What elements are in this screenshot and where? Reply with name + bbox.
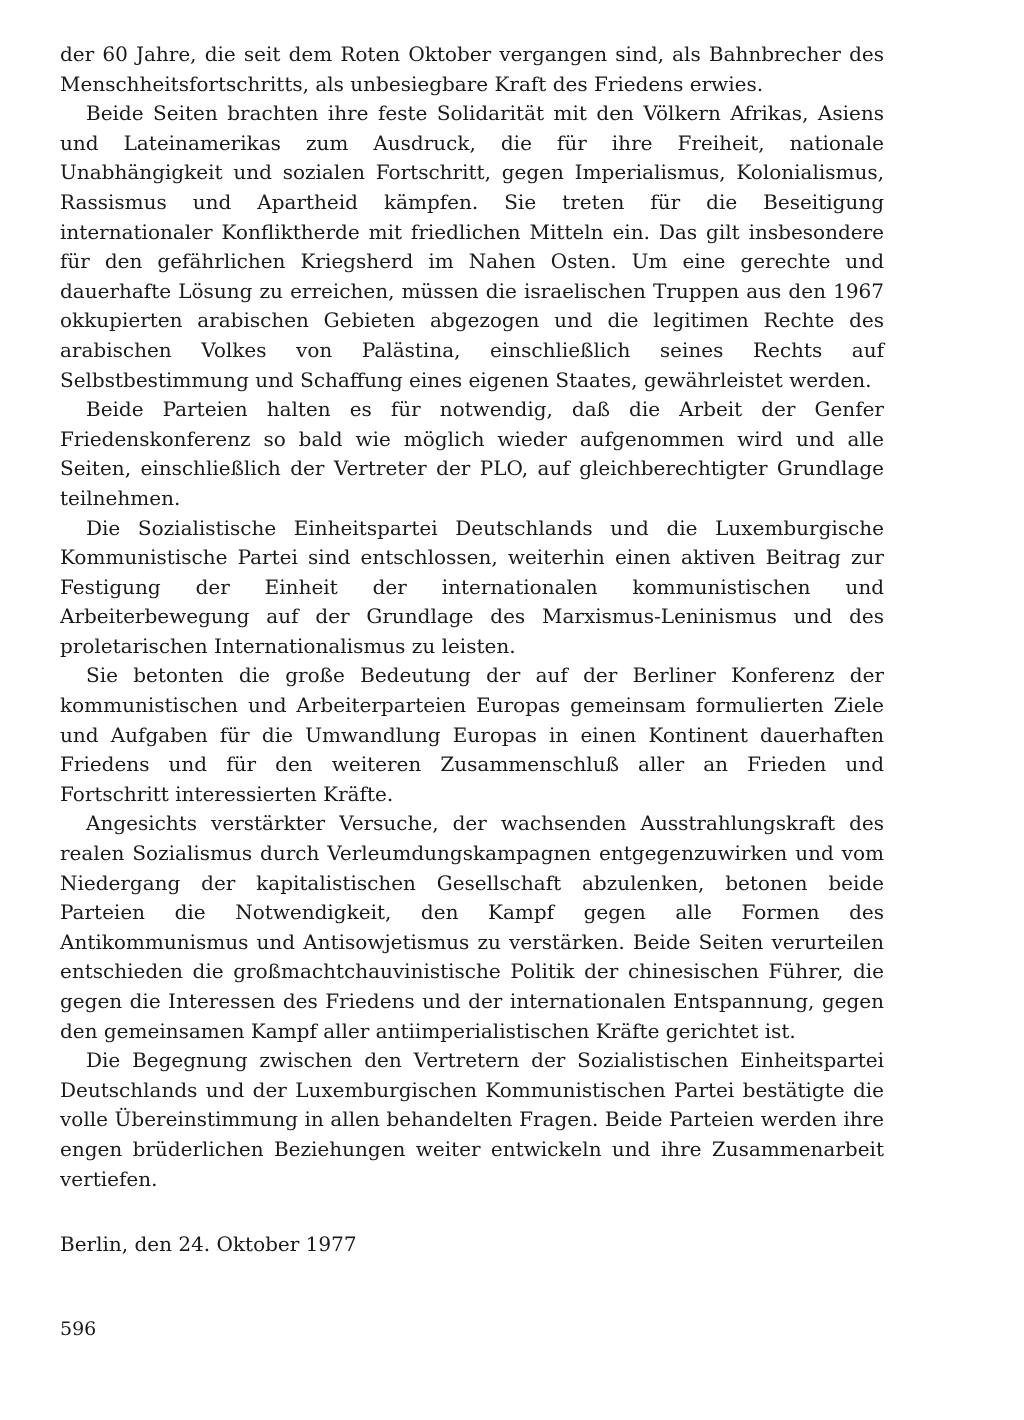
document-page — [60, 40, 884, 1260]
paragraph-geneva-conference: Beide Parteien halten es für notwendig, daß die Arbeit der Genfer Friedenskonferenz so bald wie möglich wieder aufgenommen wird und alle Seiten, einschließlich der Vertreter der PLO, auf gleichberechtigter Grundlage teilnehmen. — [60, 397, 884, 510]
page-number: 596 — [60, 1318, 97, 1340]
paragraph-meeting-agreement: Die Begegnung zwischen den Vertretern der Sozialistischen Einheitspartei Deutschlands und der Luxemburgischen Kommunistischen Partei bestätigte die volle Übereinstimmung in allen behandelten Fragen. Beide Parteien werden ihre engen brüderlichen Beziehungen weiter entwickeln und ihre Zusammenarbeit vertiefen. — [60, 1048, 884, 1191]
signoff-place-date: Berlin, den 24. Oktober 1977 — [60, 1232, 357, 1257]
paragraph-party-unity: Die Sozialistische Einheitspartei Deutschlands und die Luxemburgische Kommunistische Partei sind entschlossen, weiterhin einen aktiven Beitrag zur Festigung der Einheit der internationalen kommunistischen und Arbeiterbewegung auf der Grundlage des Marxismus-Leninismus und des proletarischen Internationalismus zu leisten. — [60, 515, 884, 658]
paragraph-berlin-conference: Sie betonten die große Bedeutung der auf der Berliner Konferenz der kommunistischen und Arbeiterparteien Europas gemeinsam formulierten Ziele und Aufgaben für die Umwandlung Europas in einen Kontinent dauerhaften Friedens und für den weiteren Zusammenschluß aller an Frieden und Fortschritt interessierten Kräfte. — [60, 663, 884, 806]
paragraph-solidarity: Beide Seiten brachten ihre feste Solidarität mit den Völkern Afrikas, Asiens und Lateinamerikas zum Ausdruck, die für ihre Freiheit, nationale Unabhängigkeit und sozialen Fortschritt, gegen Imperialismus, Kolonialismus, Rassismus und Apartheid kämpfen. Sie treten für die Beseitigung internationaler Konfliktherde mit friedlichen Mitteln ein. Das gilt insbesondere für den gefährlichen Kriegsherd im Nahen Osten. Um eine gerechte und dauerhafte Lösung zu erreichen, müssen die israelischen Truppen aus den 1967 okkupierten arabischen Gebieten abgezogen und die legitimen Rechte des arabischen Volkes von Palästina, einschließlich seines Rechts auf Selbstbestimmung und Schaffung eines eigenen Staates, gewährleistet werden. — [60, 101, 884, 392]
paragraph-continuation: der 60 Jahre, die seit dem Roten Oktober vergangen sind, als Bahnbrecher des Menschheitsfortschritts, als unbesiegbare Kraft des Friedens erwies. — [60, 42, 884, 96]
paragraph-anticommunism: Angesichts verstärkter Versuche, der wachsenden Ausstrahlungskraft des realen Sozialismus durch Verleumdungskampagnen entgegenzuwirken und vom Niedergang der kapitalistischen Gesellschaft abzulenken, betonen beide Parteien die Notwendigkeit, den Kampf gegen alle Formen des Antikommunismus und Antisowjetismus zu verstärken. Beide Seiten verurteilen entschieden die großmachtchauvinistische Politik der chinesischen Führer, die gegen die Interessen des Friedens und der internationalen Entspannung, gegen den gemeinsamen Kampf aller antiimperialistischen Kräfte gerichtet ist. — [60, 811, 884, 1043]
